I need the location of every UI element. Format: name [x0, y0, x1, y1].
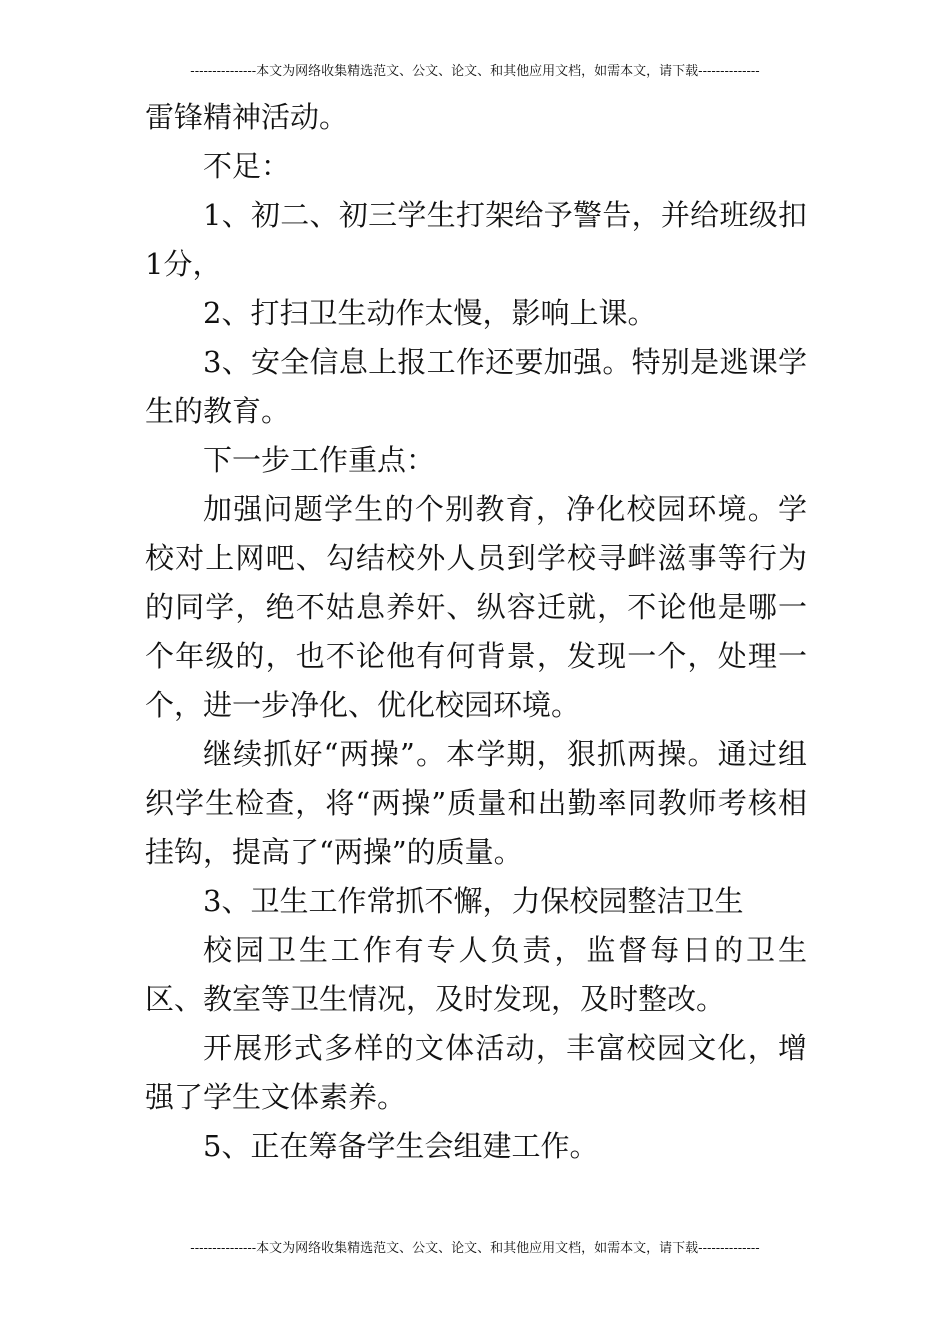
shortcoming-item-2: 2、打扫卫生动作太慢，影响上课。	[203, 296, 657, 330]
paragraph-hygiene: 校园卫生工作有专人负责，监督每日的卫生区、教室等卫生情况，及时发现，及时整改。	[145, 933, 807, 1016]
paragraph-continuation: 雷锋精神活动。	[145, 100, 349, 134]
paragraph-two-exercises: 继续抓好“两操”。本学期，狠抓两操。通过组织学生检查，将“两操”质量和出勤率同教师考核相挂钩，提高了“两操”的质量。	[145, 737, 807, 869]
shortcoming-item-1: 1、初二、初三学生打架给予警告，并给班级扣1分，	[145, 198, 807, 281]
paragraph-problem-students: 加强问题学生的个别教育，净化校园环境。学校对上网吧、勾结校外人员到学校寻衅滋事等行为的同学，绝不姑息养奸、纵容迁就，不论他是哪一个年级的，也不论他有何背景，发现一个，处理一个，进一步净化、优化校园环境。	[145, 492, 807, 722]
paragraph-activities: 开展形式多样的文体活动，丰富校园文化，增强了学生文体素养。	[145, 1031, 807, 1114]
heading-shortcomings: 不足：	[203, 149, 291, 183]
header-banner: ---------------本文为网络收集精选范文、公文、论文、和其他应用文档，如需本文，请下载--------------	[190, 64, 760, 79]
paragraph-student-union: 5、正在筹备学生会组建工作。	[203, 1129, 599, 1163]
heading-next-steps: 下一步工作重点：	[203, 443, 436, 477]
document-body	[145, 93, 807, 1171]
footer-banner: ---------------本文为网络收集精选范文、公文、论文、和其他应用文档，如需本文，请下载--------------	[190, 1241, 760, 1256]
shortcoming-item-3: 3、安全信息上报工作还要加强。特别是逃课学生的教育。	[145, 345, 807, 428]
heading-hygiene: 3、卫生工作常抓不懈，力保校园整洁卫生	[203, 884, 744, 918]
